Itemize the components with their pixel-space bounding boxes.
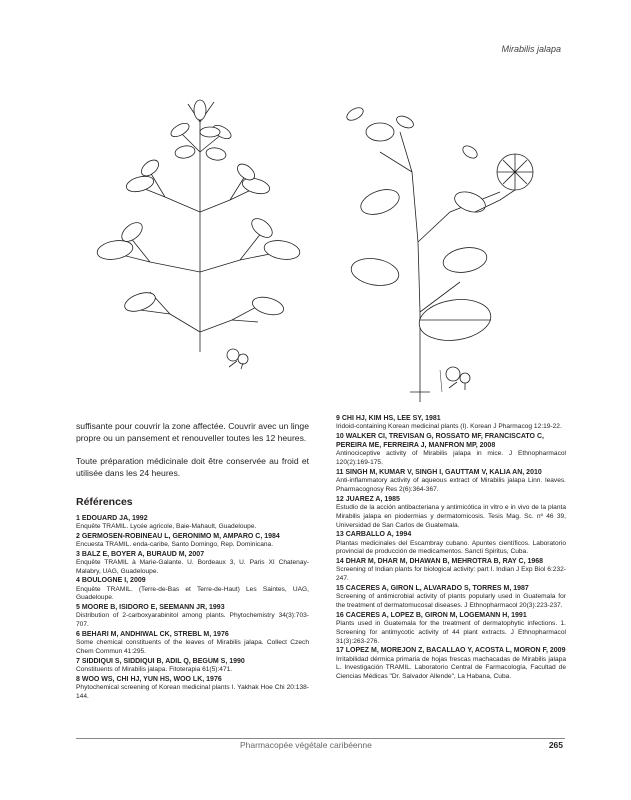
reference-item bbox=[336, 557, 566, 584]
reference-text: Some chemical constituents of the leaves of Mirabilis jalapa. Collect Czech Chem Commun 41:295. bbox=[76, 639, 309, 656]
footer-title: Pharmacopée végétale caribéenne bbox=[240, 740, 372, 750]
reference-item bbox=[76, 550, 309, 577]
branch-illustration bbox=[96, 100, 302, 369]
reference-text: Enquête TRAMIL. Lycée agricole, Baie-Mahault, Guadeloupe. bbox=[76, 522, 257, 530]
reference-text: Enquête TRAMIL à Marie-Galante. U. Bordeaux 3, U. Paris XI Chatenay-Malabry, UAG, Guadeloupe. bbox=[76, 558, 309, 575]
left-column bbox=[76, 420, 309, 702]
reference-item bbox=[76, 532, 309, 550]
reference-text: Iridoid-containing Korean medicinal plants (I). Korean J Pharmacog 12:19-22. bbox=[336, 423, 562, 431]
reference-author: 2 GERMOSEN-ROBINEAU L, GERONIMO M, AMPARO C, 1984 bbox=[76, 532, 280, 540]
reference-text: Phytochemical screening of Korean medicinal plants I. Yakhak Hoe Chi 20:138-144. bbox=[76, 684, 309, 700]
reference-item bbox=[336, 611, 566, 647]
reference-text: Plants used in Guatemala for the treatment of dermatophytic infections. 1. Screening for antimycotic activity of 44 plant extracts. J Ethnopharmacol 31(3):263-276. bbox=[336, 619, 566, 645]
reference-author: 13 CARBALLO A, 1994 bbox=[336, 531, 412, 539]
reference-item bbox=[336, 495, 566, 531]
reference-item bbox=[76, 514, 309, 532]
reference-text: Screening of Indian plants for biological activity: part I. Indian J Exp Biol 6:232-247. bbox=[336, 566, 566, 583]
body-paragraph: suffisante pour couvrir la zone affectée. Couvrir avec un linge propre ou un pansement et renouveller toutes les 12 heures. bbox=[76, 421, 309, 444]
reference-author: 6 BEHARI M, ANDHIWAL CK, STREBL M, 1976 bbox=[76, 631, 229, 639]
reference-item bbox=[76, 576, 309, 603]
reference-author: 15 CACERES A, GIRON L, ALVARADO S, TORRES M, 1987 bbox=[336, 584, 529, 592]
body-paragraph: Toute préparation médicinale doit être conservée au froid et utilisée dans les 24 heures. bbox=[76, 455, 309, 479]
reference-text: Antinociceptive activity of Mirabilis jalapa in mice. J Ethnopharmacol 120(2):169-175. bbox=[336, 450, 566, 467]
reference-item bbox=[76, 657, 309, 675]
reference-item bbox=[336, 530, 566, 557]
page-number: 265 bbox=[548, 740, 563, 750]
reference-author: 9 CHI HJ, KIM HS, LEE SY, 1981 bbox=[336, 415, 441, 422]
reference-author: 12 JUAREZ A, 1985 bbox=[336, 495, 400, 503]
botanical-illustrations bbox=[0, 92, 631, 412]
reference-item bbox=[336, 468, 566, 495]
reference-item bbox=[76, 603, 309, 630]
references-heading: Références bbox=[76, 495, 133, 508]
reference-text: Irritabilidad dérmica primaria de hojas frescas machacadas de Mirabilis jalapa L. Investigación TRAMIL. Laboratorio Central de Farmacología, Facultad de Ciencias Médicas "Dr. Salvador Allende", La Habana, Cuba. bbox=[336, 655, 566, 681]
reference-item bbox=[76, 675, 309, 702]
right-column bbox=[336, 414, 566, 682]
reference-text: Anti-inflammatory activity of aqueous extract of Mirabilis jalapa Linn. leaves. Pharmacognosy Res 2(6):364-367. bbox=[336, 477, 566, 493]
reference-text: Enquête TRAMIL. (Terre-de-Bas et Terre-de-Haut) Les Saintes, UAG, Guadeloupe. bbox=[76, 585, 309, 602]
reference-author: 8 WOO WS, CHI HJ, YUN HS, WOO LK, 1976 bbox=[76, 675, 222, 683]
reference-author: 17 LOPEZ M, MOREJON Z, BACALLAO Y, ACOSTA L, MORON F, 2009 bbox=[336, 647, 566, 655]
reference-text: Plantas medicinales del Escambray cubano. Apuntes científicos. Laboratorio provincial de producción de medicamentos. Sancti Spiritus, Cuba. bbox=[336, 539, 566, 556]
footer-divider bbox=[76, 738, 565, 739]
reference-author: 3 BALZ E, BOYER A, BURAUD M, 2007 bbox=[76, 550, 205, 558]
reference-text: Estudio de la acción antibacteriana y antimicótica in vitro e in vivo de la planta Mirabilis jalapa en piodermias y dermatomicosis. Tesis Mag. Sc. nº 46 39, Universidad de San Carlos de Guatemala. bbox=[336, 504, 566, 529]
reference-item bbox=[336, 414, 566, 432]
flowering-plant-illustration bbox=[345, 105, 533, 402]
reference-author: 1 EDOUARD JA, 1992 bbox=[76, 514, 148, 522]
reference-author: 7 SIDDIQUI S, SIDDIQUI B, ADIL Q, BEGUM S, 1990 bbox=[76, 657, 245, 665]
reference-author: 14 DHAR M, DHAR M, DHAWAN B, MEHROTRA B, RAY C, 1968 bbox=[336, 558, 544, 566]
reference-text: Encuesta TRAMIL. enda-caribe, Santo Domingo, Rep. Dominicana. bbox=[76, 540, 274, 548]
reference-author: 10 WALKER CI, TREVISAN G, ROSSATO MF, FRANCISCATO C, PEREIRA ME, FERREIRA J, MANFRON MP, 2008 bbox=[336, 433, 544, 450]
running-header-title: Mirabilis jalapa bbox=[501, 44, 561, 54]
reference-item bbox=[336, 432, 566, 468]
reference-text: Constituents of Mirabilis jalapa. Fitoterapia 61(5):471. bbox=[76, 666, 233, 674]
reference-author: 5 MOORE B, ISIDORO E, SEEMANN JR, 1993 bbox=[76, 604, 225, 612]
reference-item bbox=[336, 646, 566, 682]
reference-author: 4 BOULOGNE I, 2009 bbox=[76, 577, 146, 585]
reference-text: Screening of antimicrobial activity of plants popularly used in Guatemala for the treatment of dermatomucosal diseases. J Ethnopharmacol 20(3):223-237. bbox=[336, 593, 566, 609]
reference-author: 11 SINGH M, KUMAR V, SINGH I, GAUTTAM V, KALIA AN, 2010 bbox=[336, 469, 542, 476]
reference-text: Distribution of 2-carboxyarabinitol among plants. Phytochemistry 34(3):703-707. bbox=[76, 612, 309, 629]
reference-author: 16 CACERES A, LOPEZ B, GIRON M, LOGEMANN H, 1991 bbox=[336, 611, 527, 619]
reference-item bbox=[336, 584, 566, 611]
reference-item bbox=[76, 630, 309, 657]
